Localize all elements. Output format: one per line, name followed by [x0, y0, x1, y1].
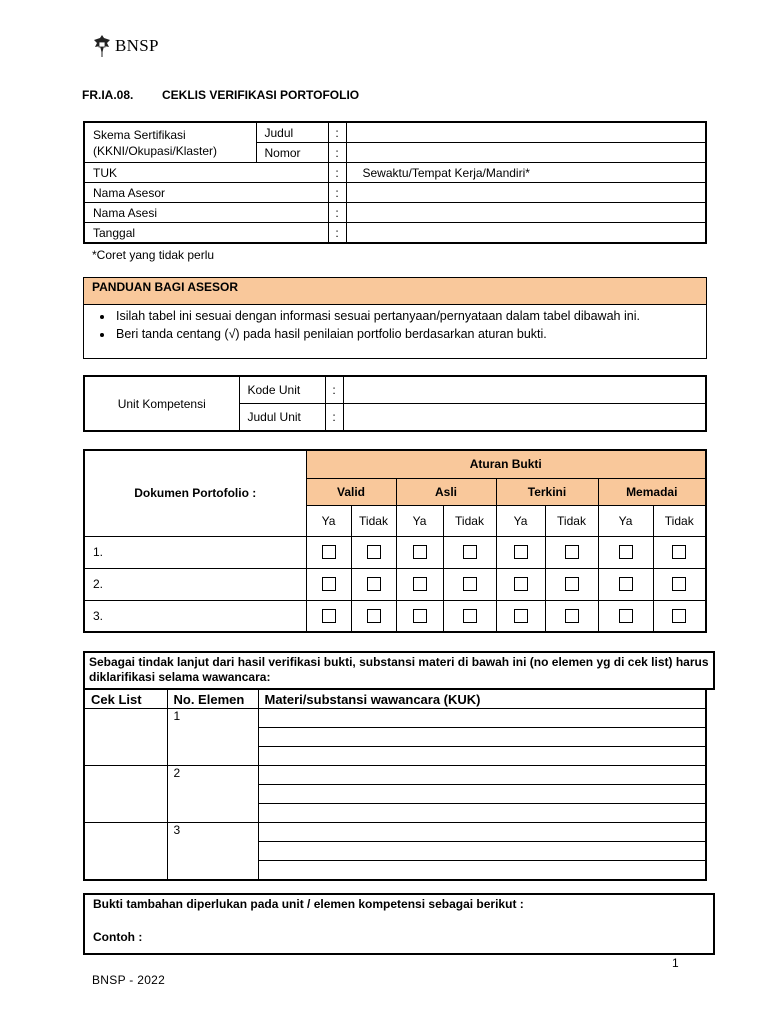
colon: :: [328, 183, 346, 203]
criteria-asli: Asli: [396, 478, 496, 505]
checkbox[interactable]: [514, 577, 528, 591]
checkbox[interactable]: [619, 577, 633, 591]
garuda-emblem-icon: [92, 34, 112, 58]
asesor-label: Nama Asesor: [84, 183, 328, 203]
checkbox[interactable]: [514, 609, 528, 623]
checkbox[interactable]: [322, 609, 336, 623]
dokumen-label: Dokumen Portofolio :: [84, 450, 306, 536]
judul-unit-label: Judul Unit: [239, 404, 325, 432]
table-row: [84, 600, 706, 632]
footer-text: BNSP - 2022: [92, 973, 166, 987]
elemen-number: 2: [167, 766, 258, 823]
checkbox[interactable]: [463, 577, 477, 591]
judul-unit-field[interactable]: [343, 404, 706, 432]
bukti-tambahan-box[interactable]: [83, 893, 715, 955]
criteria-terkini: Terkini: [496, 478, 598, 505]
checkbox[interactable]: [413, 609, 427, 623]
checkbox[interactable]: [565, 577, 579, 591]
coret-note: *Coret yang tidak perlu: [92, 248, 215, 262]
materi-field[interactable]: [258, 861, 706, 881]
materi-field[interactable]: [258, 766, 706, 785]
checkbox[interactable]: [672, 545, 686, 559]
colon: :: [328, 122, 346, 143]
colon: :: [328, 143, 346, 163]
bukti-tambahan-label: Bukti tambahan diperlukan pada unit / elemen kompetensi sebagai berikut :: [93, 897, 524, 911]
contoh-label: Contoh :: [93, 930, 143, 944]
checkbox[interactable]: [367, 545, 381, 559]
table-row: [84, 568, 706, 600]
col-materi: Materi/substansi wawancara (KUK): [258, 689, 706, 709]
elemen-number: 1: [167, 709, 258, 766]
form-title: CEKLIS VERIFIKASI PORTOFOLIO: [162, 88, 360, 102]
info-table: [83, 121, 707, 244]
criteria-valid: Valid: [306, 478, 396, 505]
ya-header: Ya: [598, 505, 653, 536]
checkbox[interactable]: [514, 545, 528, 559]
checkbox[interactable]: [413, 545, 427, 559]
checkbox[interactable]: [672, 609, 686, 623]
logo-text: BNSP: [115, 36, 159, 55]
asesi-field[interactable]: [346, 203, 706, 223]
cek-cell[interactable]: [84, 709, 167, 766]
asesi-label: Nama Asesi: [84, 203, 328, 223]
skema-label-cell: [84, 122, 256, 163]
row-number: 3.: [84, 600, 306, 632]
page-number: 1: [672, 956, 679, 970]
page-title: [82, 88, 359, 102]
portofolio-table: [83, 449, 707, 633]
bnsp-logo: [92, 34, 159, 58]
checkbox[interactable]: [367, 577, 381, 591]
colon: :: [328, 203, 346, 223]
checkbox[interactable]: [565, 545, 579, 559]
checkbox[interactable]: [565, 609, 579, 623]
form-code: FR.IA.08.: [82, 88, 134, 102]
ya-header: Ya: [496, 505, 545, 536]
ya-header: Ya: [396, 505, 443, 536]
criteria-memadai: Memadai: [598, 478, 706, 505]
checkbox[interactable]: [463, 545, 477, 559]
elemen-number: 3: [167, 823, 258, 881]
checkbox[interactable]: [672, 577, 686, 591]
ya-header: Ya: [306, 505, 351, 536]
checkbox[interactable]: [413, 577, 427, 591]
row-number: 2.: [84, 568, 306, 600]
materi-field[interactable]: [258, 709, 706, 728]
panduan-box: [83, 277, 707, 359]
skema-sub-label: (KKNI/Okupasi/Klaster): [93, 143, 218, 158]
colon: :: [325, 404, 343, 432]
kode-unit-label: Kode Unit: [239, 376, 325, 404]
checkbox[interactable]: [322, 545, 336, 559]
checkbox[interactable]: [463, 609, 477, 623]
asesor-field[interactable]: [346, 183, 706, 203]
materi-field[interactable]: [258, 804, 706, 823]
tidak-header: Tidak: [443, 505, 496, 536]
kode-unit-field[interactable]: [343, 376, 706, 404]
wawancara-table: [83, 688, 707, 881]
row-number: 1.: [84, 536, 306, 568]
cek-cell[interactable]: [84, 823, 167, 881]
panduan-item: • Beri tanda centang (√) pada hasil penilaian portfolio berdasarkan aturan bukti.: [114, 325, 706, 343]
materi-field[interactable]: [258, 842, 706, 861]
colon: :: [325, 376, 343, 404]
col-cek-list: Cek List: [84, 689, 167, 709]
materi-field[interactable]: [258, 728, 706, 747]
tuk-label: TUK: [84, 163, 328, 183]
materi-field[interactable]: [258, 747, 706, 766]
tidak-header: Tidak: [545, 505, 598, 536]
skema-label: Skema Sertifikasi: [93, 127, 186, 142]
aturan-bukti-header: Aturan Bukti: [306, 450, 706, 478]
colon: :: [328, 223, 346, 244]
panduan-list: [84, 307, 706, 343]
judul-field[interactable]: [346, 122, 706, 143]
tanggal-field[interactable]: [346, 223, 706, 244]
panduan-title: PANDUAN BAGI ASESOR: [84, 278, 706, 305]
checkbox[interactable]: [619, 609, 633, 623]
tanggal-label: Tanggal: [84, 223, 328, 244]
panduan-item: • Isilah tabel ini sesuai dengan informasi sesuai pertanyaan/pernyataan dalam tabel dibawah ini.: [114, 307, 706, 325]
tindak-lanjut-text: Sebagai tindak lanjut dari hasil verifikasi bukti, substansi materi di bawah ini (no elemen yg di cek list) harus diklarifikasi selama wawancara:: [83, 651, 715, 690]
colon: :: [328, 163, 346, 183]
unit-label: Unit Kompetensi: [84, 376, 239, 431]
materi-field[interactable]: [258, 823, 706, 842]
cek-cell[interactable]: [84, 766, 167, 823]
checkbox[interactable]: [619, 545, 633, 559]
table-row: [84, 536, 706, 568]
tidak-header: Tidak: [351, 505, 396, 536]
nomor-label: Nomor: [256, 143, 328, 163]
checkbox[interactable]: [367, 609, 381, 623]
checkbox[interactable]: [322, 577, 336, 591]
judul-label: Judul: [256, 122, 328, 143]
unit-table: [83, 375, 707, 432]
tidak-header: Tidak: [653, 505, 706, 536]
materi-field[interactable]: [258, 785, 706, 804]
tuk-value[interactable]: Sewaktu/Tempat Kerja/Mandiri*: [346, 163, 706, 183]
col-no-elemen: No. Elemen: [167, 689, 258, 709]
nomor-field[interactable]: [346, 143, 706, 163]
